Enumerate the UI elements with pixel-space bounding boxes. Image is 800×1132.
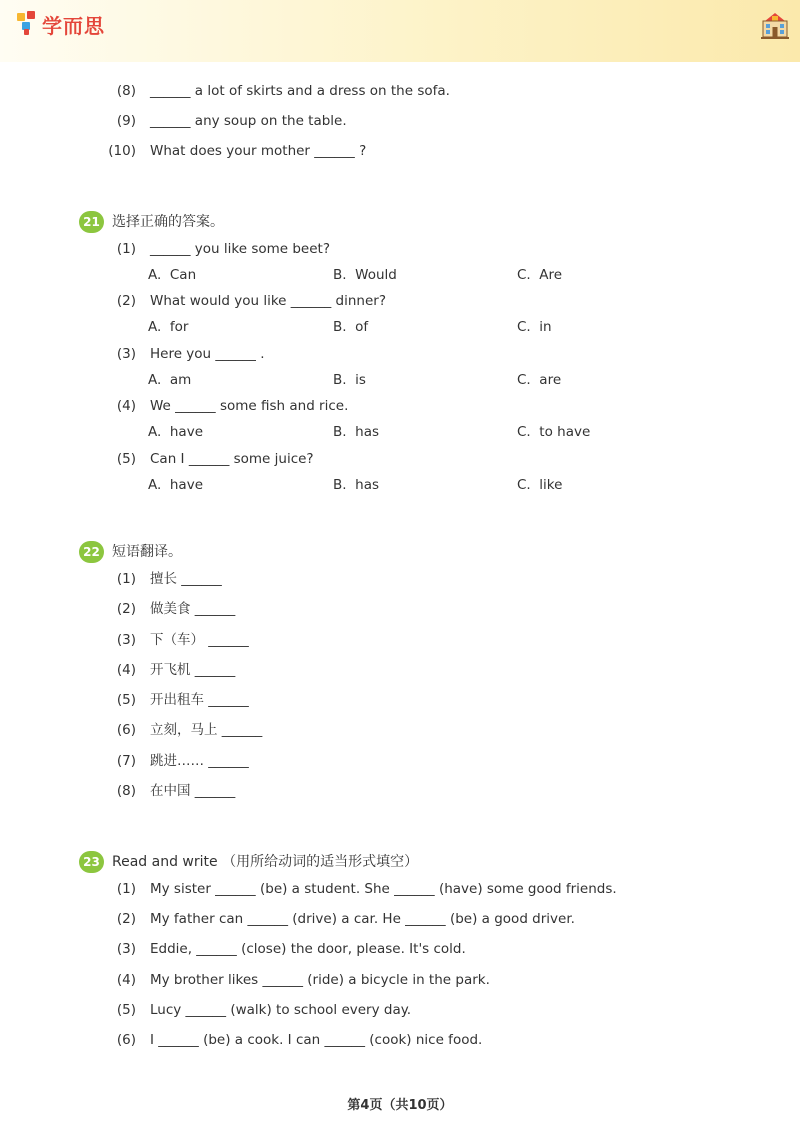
option-a: A. have [148,424,203,440]
question-number: (4) [116,398,136,414]
question-number: (10) [108,143,136,159]
section-title: 选择正确的答案。 [112,214,224,230]
question-number: (8) [116,83,136,99]
item-number: (1) [116,571,136,587]
item-text: My brother likes ______ (ride) a bicycle in the park. [150,972,490,988]
option-b: B. Would [333,267,397,283]
option-b: B. has [333,424,379,440]
question-number: (5) [116,451,136,467]
question-number: (1) [116,241,136,257]
option-a: A. Can [148,267,197,283]
section-title: 短语翻译。 [112,544,182,560]
item-number: (4) [116,972,136,988]
option-c: C. to have [517,424,591,440]
item-text: 下（车） ______ [150,632,249,648]
item-number: (5) [116,1002,136,1018]
item-text: 开飞机 ______ [150,662,236,678]
option-b: B. is [333,372,366,388]
item-number: (3) [116,632,136,648]
option-c: C. are [517,372,562,388]
section-number-badge: 21 [79,211,104,233]
item-text: Eddie, ______ (close) the door, please. It's cold. [150,941,466,957]
brand-logo [16,10,105,38]
section-title: Read and write （用所给动词的适当形式填空） [112,854,419,870]
xueersi-logo-icon [16,11,38,37]
option-c: C. Are [517,267,563,283]
option-c: C. in [517,319,552,335]
item-text: My father can ______ (drive) a car. He ______ (be) a good driver. [150,911,575,927]
option-b: B. of [333,319,369,335]
section-number-badge: 23 [79,851,104,873]
option-a: A. am [148,372,192,388]
item-text: 在中国 ______ [150,783,236,799]
option-a: A. for [148,319,189,335]
question-text: ______ any soup on the table. [150,113,347,129]
question-number: (3) [116,346,136,362]
item-number: (6) [116,722,136,738]
item-text: 开出租车 ______ [150,692,249,708]
page-header [0,0,800,62]
school-building-icon [760,12,790,40]
item-number: (4) [116,662,136,678]
item-number: (7) [116,753,136,769]
item-number: (2) [116,911,136,927]
option-b: B. has [333,477,379,493]
item-number: (3) [116,941,136,957]
item-text: I ______ (be) a cook. I can ______ (cook) nice food. [150,1032,483,1048]
question-text: Here you ______ . [150,346,265,362]
question-text: What does your mother ______ ? [150,143,367,159]
question-text: ______ a lot of skirts and a dress on the sofa. [150,83,450,99]
item-number: (8) [116,783,136,799]
question-number: (2) [116,293,136,309]
question-number: (9) [116,113,136,129]
item-text: 做美食 ______ [150,601,236,617]
item-text: 跳进…… ______ [150,753,249,769]
option-a: A. have [148,477,203,493]
item-text: Lucy ______ (walk) to school every day. [150,1002,412,1018]
item-text: 立刻，马上 ______ [150,722,263,738]
option-c: C. like [517,477,563,493]
item-number: (1) [116,881,136,897]
question-text: ______ you like some beet? [150,241,331,257]
item-number: (6) [116,1032,136,1048]
item-number: (2) [116,601,136,617]
section-number-badge: 22 [79,541,104,563]
item-text: My sister ______ (be) a student. She ______ (have) some good friends. [150,881,617,897]
question-text: We ______ some fish and rice. [150,398,349,414]
item-text: 擅长 ______ [150,571,222,587]
question-text: Can I ______ some juice? [150,451,314,467]
logo-text: 学而思 [42,13,105,38]
page-number: 第4页（共10页） [347,1098,453,1113]
question-text: What would you like ______ dinner? [150,293,387,309]
item-number: (5) [116,692,136,708]
